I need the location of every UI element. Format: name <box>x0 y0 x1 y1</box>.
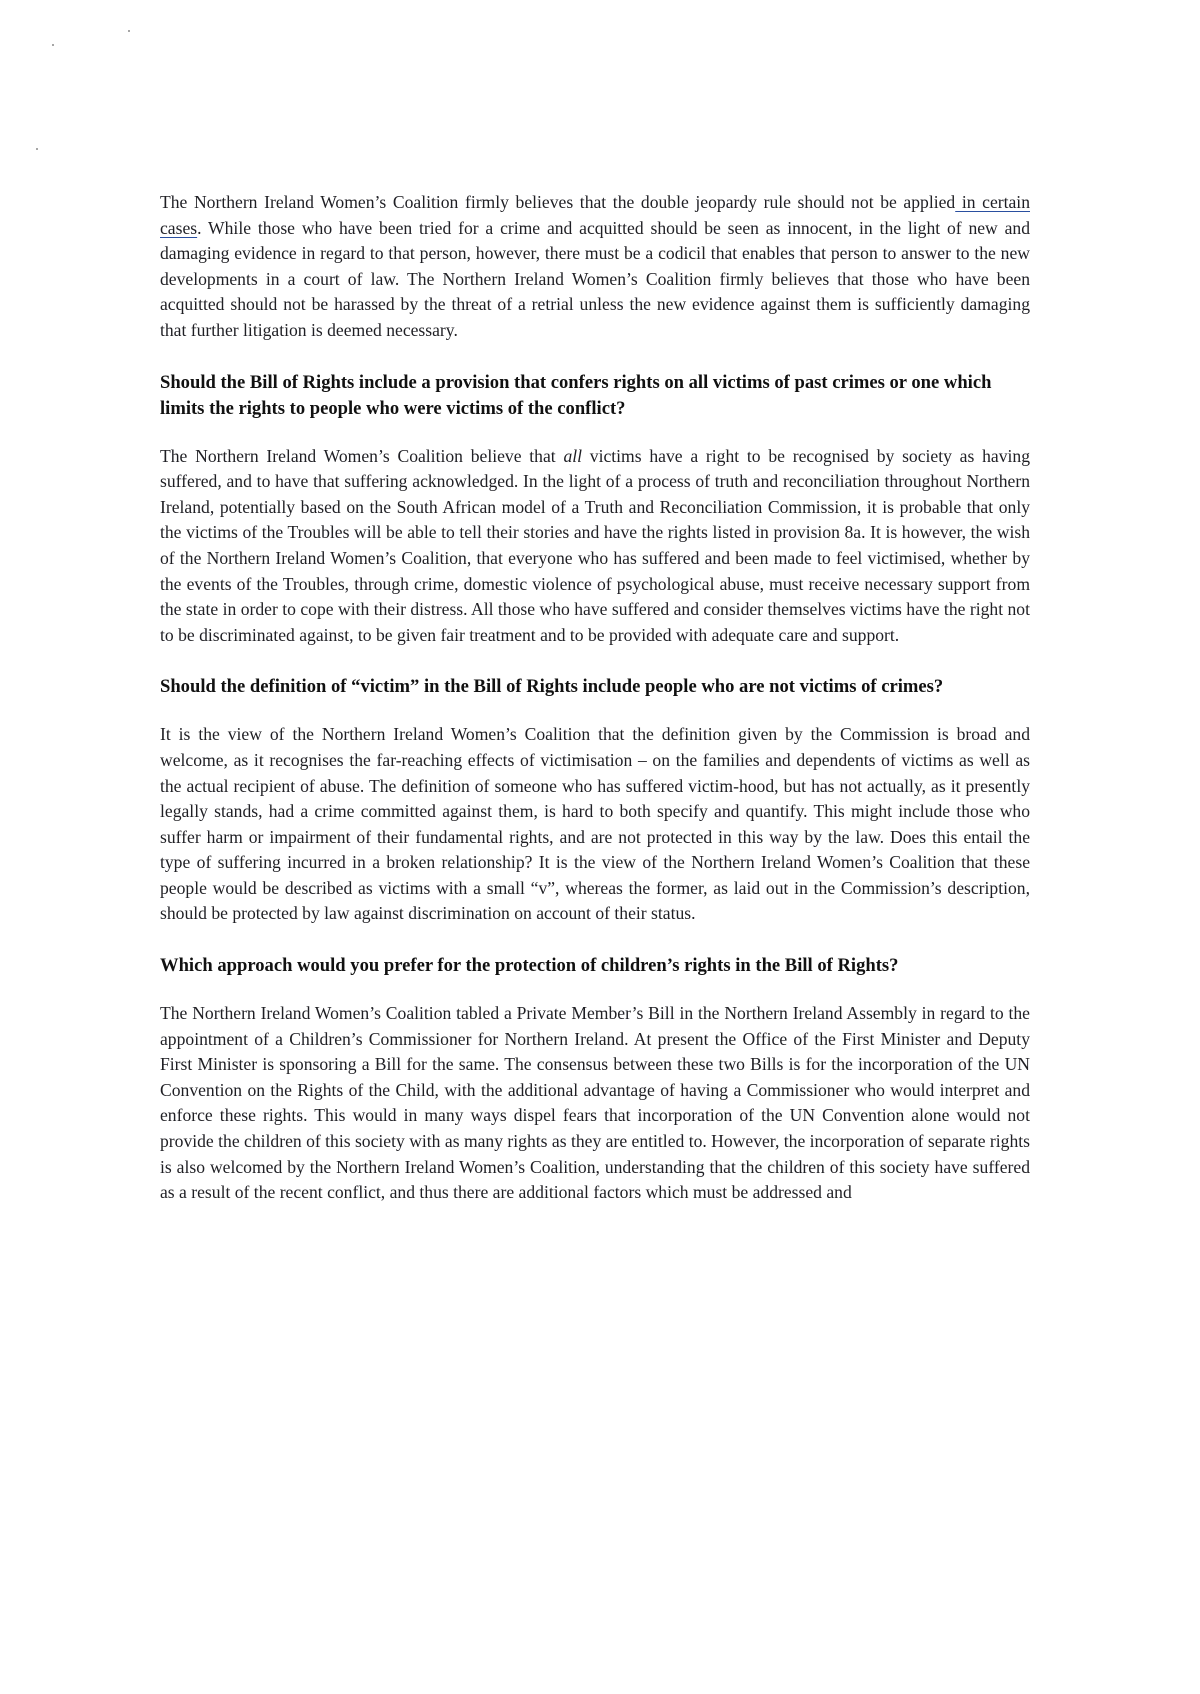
paragraph-victims-rights <box>160 444 1030 649</box>
paragraph-double-jeopardy <box>160 190 1030 344</box>
emphasis-word: all <box>563 445 583 466</box>
document-page <box>160 190 1030 1206</box>
paragraph-text: . While those who have been tried for a crime and acquitted should be seen as innocent, in the light of new and damaging evidence in regard to that person, however, there must be a codicil that enables that person to answer to the new developments in a court of law. The Northern Ireland Women’s Coalition firmly believes that those who have been acquitted should not be harassed by the threat of a retrial unless the new evidence against them is sufficiently damaging that further litigation is deemed necessary. <box>160 217 1030 340</box>
question-heading-victim-definition: Should the definition of “victim” in the Bill of Rights include people who are not victims of crimes? <box>160 676 944 698</box>
paragraph-childrens-rights: The Northern Ireland Women’s Coalition tabled a Private Member’s Bill in the Northern Ireland Assembly in regard to the appointment of a Children’s Commissioner for Northern Ireland. At present the Office of the First Minister and Deputy First Minister is sponsoring a Bill for the same. The consensus between these two Bills is for the incorporation of the UN Convention on the Rights of the Child, with the additional advantage of having a Commissioner who would interpret and enforce these rights. This would in many ways dispel fears that incorporation of the UN Convention alone would not provide the children of this society with as many rights as they are entitled to. However, the incorporation of separate rights is also welcomed by the Northern Ireland Women’s Coalition, understanding that the children of this society have suffered as a result of the recent conflict, and thus there are additional factors which must be addressed and <box>160 1003 1030 1203</box>
question-heading-victims-rights: Should the Bill of Rights include a provision that confers rights on all victims of past crimes or one which limits the rights to people who were victims of the conflict? <box>160 371 992 419</box>
scan-speck <box>36 148 38 150</box>
paragraph-text: The Northern Ireland Women’s Coalition believe that <box>160 445 564 466</box>
scan-speck <box>128 30 130 32</box>
scan-speck <box>52 44 54 46</box>
paragraph-text: The Northern Ireland Women’s Coalition firmly believes that the double jeopardy rule should not be applied <box>160 192 956 212</box>
underlined-phrase: in certain cases <box>160 192 1030 238</box>
paragraph-text: victims have a right to be recognised by society as having suffered, and to have that suffering acknowledged. In the light of a process of truth and reconciliation throughout Northern Ireland, potentially based on the South African model of a Truth and Reconciliation Commission, it is probable that only the victims of the Troubles will be able to tell their stories and have the rights listed in provision 8a. It is however, the wish of the Northern Ireland Women’s Coalition, that everyone who has suffered and been made to feel victimised, whether by the events of the Troubles, through crime, domestic violence of psychological abuse, must receive necessary support from the state in order to cope with their distress. All those who have suffered and consider themselves victims have the right not to be discriminated against, to be given fair treatment and to be provided with adequate care and support. <box>160 445 1030 645</box>
paragraph-victim-definition: It is the view of the Northern Ireland Women’s Coalition that the definition given by the Commission is broad and welcome, as it recognises the far-reaching effects of victimisation – on the families and dependents of victims as well as the actual recipient of abuse. The definition of someone who has suffered victim-hood, but has not actually, as it presently legally stands, had a crime committed against them, is hard to both specify and quantify. This might include those who suffer harm or impairment of their fundamental rights, and are not protected in this way by the law. Does this entail the type of suffering incurred in a broken relationship? It is the view of the Northern Ireland Women’s Coalition that these people would be described as victims with a small “v”, whereas the former, as laid out in the Commission’s description, should be protected by law against discrimination on account of their status. <box>160 724 1030 924</box>
question-heading-childrens-rights: Which approach would you prefer for the protection of children’s rights in the Bill of Rights? <box>160 955 899 977</box>
